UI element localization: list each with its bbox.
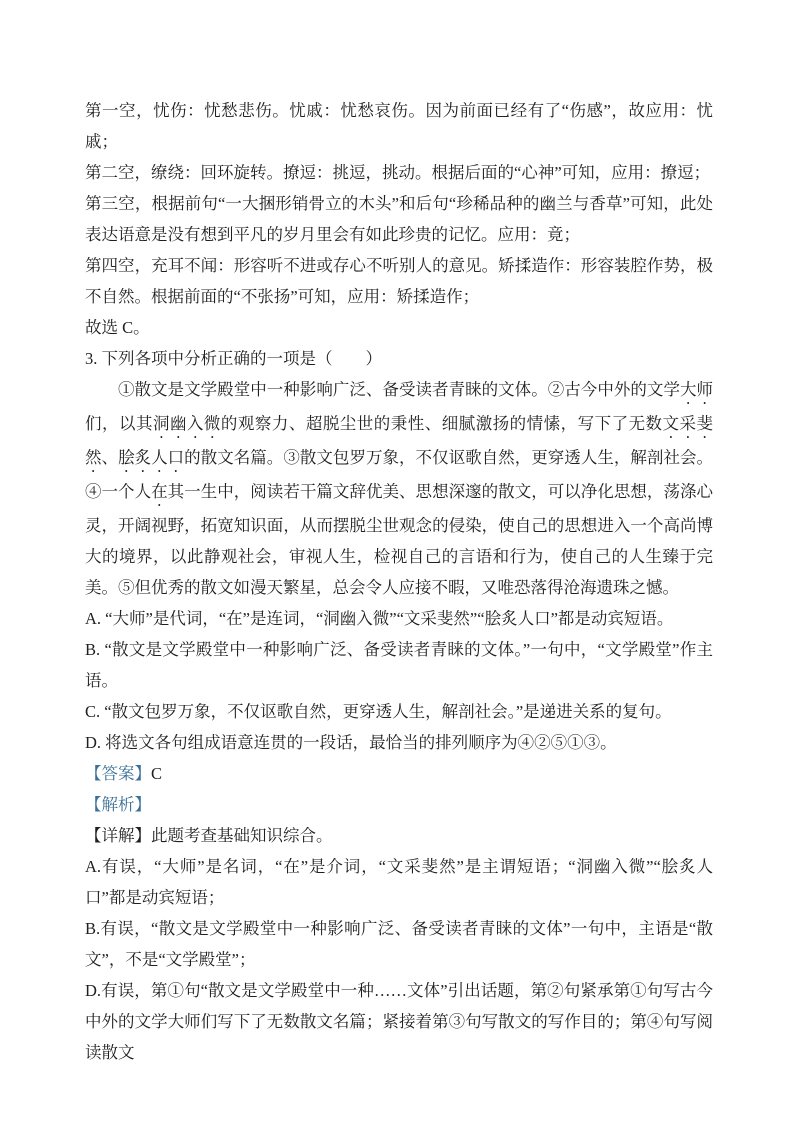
text-run: D. 将选文各句组成语意连贯的一段话，最恰当的排列顺序为④②⑤①③。: [85, 733, 617, 752]
text-run: 、: [101, 448, 119, 467]
analysis-label-line: [85, 789, 713, 820]
emphasized-term: 文采斐然: [85, 414, 714, 467]
emphasized-term: 脍炙人口: [118, 448, 185, 467]
emphasized-term: 大师: [679, 380, 714, 399]
answer-line: [85, 758, 713, 789]
text-run: 们，以其: [85, 414, 153, 433]
explanation-option-b: [85, 913, 713, 975]
section-label: 【解析】: [85, 795, 151, 814]
blank-3-explanation: [85, 188, 713, 250]
text-run: 其一生中，阅读若干篇文辞优美、思想深邃的散文，可以净化思想，荡涤心灵，开阔视野，拓宽知识面，从而摆脱尘世观念的侵染，使自己的思想进入一个高尚博大的境界，以此静观社会，审视人生，检视自己的言语和行为，使自己的人生臻于完美。⑤但优秀的散文如漫天繁星，总会令人应接不暇，又唯恐落得沧海遗珠之憾。: [85, 482, 714, 597]
emphasized-term: 洞幽入微: [152, 414, 221, 433]
text-run: 第二空，缭绕：回环旋转。撩逗：挑逗，挑动。根据后面的“心神”可知，应用：撩逗；: [85, 163, 711, 182]
option-a: [85, 603, 713, 634]
blank-4-explanation: [85, 250, 713, 312]
text-run: 3. 下列各项中分析正确的一项是（ ）: [85, 349, 382, 368]
text-run: ①散文是文学殿堂中一种影响广泛、备受读者青睐的文体。②古今中外的文学: [118, 380, 680, 399]
text-run: A.有误，“大师”是名词，“在”是介词，“文采斐然”是主谓短语；“洞幽入微”“脍炙人口”都是动宾短语；: [85, 857, 713, 907]
option-b: [85, 634, 713, 696]
text-run: 第四空，充耳不闻：形容听不进或存心不听别人的意见。矫揉造作：形容装腔作势，极不自然。根据前面的“不张扬”可知，应用：矫揉造作；: [85, 256, 713, 306]
passage: [85, 374, 713, 603]
text-run: 第三空，根据前句“一大捆形销骨立的木头”和后句“珍稀品种的幽兰与香草”可知，此处表达语意是没有想到平凡的岁月里会有如此珍贵的记忆。应用：竟；: [85, 194, 713, 244]
detail-explanation-intro: [85, 820, 713, 851]
text-run: D.有误，第①句“散文是文学殿堂中一种……文体”引出话题，第②句紧承第①句写古今中外的文学大师们写下了无数散文名篇；紧接着第③句写散文的写作目的；第④句写阅读散文: [85, 981, 713, 1062]
text-run: C: [151, 764, 163, 783]
section-label: 【答案】: [85, 764, 151, 783]
option-d: [85, 727, 713, 758]
text-run: B. “散文是文学殿堂中一种影响广泛、备受读者青睐的文体。”一句中，“文学殿堂”作主语。: [85, 640, 713, 690]
text-run: 故选 C。: [85, 318, 150, 337]
text-run: 【详解】此题考查基础知识综合。: [85, 826, 333, 845]
conclusion-question-2: [85, 312, 713, 343]
text-run: 的散文名篇。③散文包罗万象，不仅讴歌自然，更穿透人生，解剖社会。④一个人: [85, 448, 714, 501]
text-run: A. “大师”是代词，“在”是连词，“洞幽入微”“文采斐然”“脍炙人口”都是动宾短语。: [85, 609, 674, 628]
blank-2-explanation: [85, 157, 713, 188]
explanation-option-d: [85, 975, 713, 1068]
text-run: C. “散文包罗万象，不仅讴歌自然，更穿透人生，解剖社会。”是递进关系的复句。: [85, 702, 672, 721]
emphasized-term: 在: [151, 482, 168, 501]
text-run: 第一空，忧伤：忧愁悲伤。忧戚：忧愁哀伤。因为前面已经有了“伤感”，故应用：忧戚；: [85, 101, 713, 151]
text-run: 的观察力、超脱尘世的秉性、细腻激扬的情愫，写下了无数: [220, 414, 663, 433]
option-c: [85, 696, 713, 727]
blank-1-explanation: [85, 95, 713, 157]
text-run: B.有误，“散文是文学殿堂中一种影响广泛、备受读者青睐的文体”一句中，主语是“散文”，不是“文学殿堂”；: [85, 919, 713, 969]
document-body: [85, 95, 713, 1068]
explanation-option-a: [85, 851, 713, 913]
question-3-stem: [85, 343, 713, 374]
